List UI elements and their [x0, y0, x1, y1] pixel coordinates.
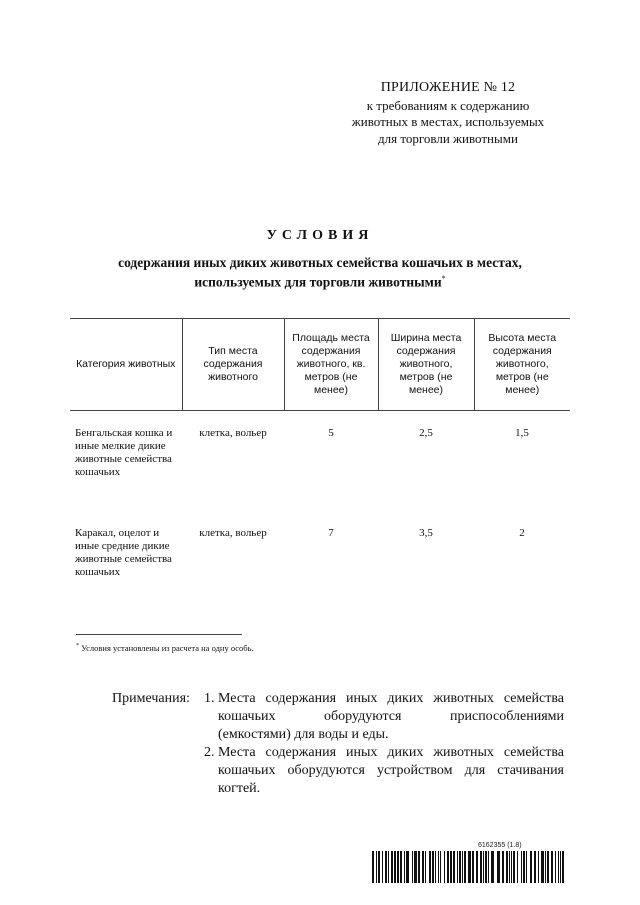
appendix-title: ПРИЛОЖЕНИЕ № 12	[380, 80, 516, 95]
barcode-bar	[468, 851, 471, 883]
barcode-bar	[562, 851, 564, 883]
barcode-bar	[397, 851, 399, 883]
barcode-bar	[422, 851, 424, 883]
barcode-bar	[517, 851, 518, 883]
barcode-bar	[457, 851, 458, 883]
footnote-divider	[76, 634, 242, 635]
table-row	[70, 411, 570, 512]
barcode-bar	[376, 851, 377, 883]
barcode-bar	[560, 851, 561, 883]
cell-height: 2	[519, 527, 525, 539]
barcode-bar	[506, 851, 508, 883]
barcode-icon	[372, 851, 568, 883]
barcode-bar	[547, 851, 549, 883]
appendix-line: к требованиям к содержанию	[366, 97, 530, 113]
barcode-bar	[435, 851, 436, 883]
barcode-bar	[438, 851, 439, 883]
barcode-bar	[388, 851, 389, 883]
barcode-bar	[485, 851, 487, 883]
cell-width: 2,5	[419, 427, 433, 439]
barcode-bar	[414, 851, 417, 883]
document-subtitle	[70, 255, 570, 291]
column-header: Ширина места содержания животного, метров (не менее)	[378, 319, 474, 411]
barcode-bar	[480, 851, 482, 883]
barcode-bar	[534, 851, 536, 883]
cell-width: 3,5	[419, 527, 433, 539]
barcode-bar	[523, 851, 525, 883]
barcode-bar	[538, 851, 539, 883]
barcode-bar	[488, 851, 489, 883]
barcode-bar	[483, 851, 484, 883]
barcode-bar	[432, 851, 434, 883]
barcode-bar	[394, 851, 396, 883]
appendix-line: животных в местах, используемых	[351, 114, 545, 129]
barcode-bar	[404, 851, 405, 883]
cell-area: 5	[328, 427, 334, 439]
cell-area: 7	[328, 527, 334, 539]
barcode-bar	[521, 851, 522, 883]
conditions-table	[70, 318, 570, 579]
document-heading	[70, 228, 570, 291]
cell-category: Бенгальская кошка и иные мелкие дикие животные семейства кошачьих	[75, 427, 173, 478]
barcode-bar	[382, 851, 383, 883]
barcode-bar	[545, 851, 546, 883]
barcode-bar	[450, 851, 452, 883]
barcode-bar	[425, 851, 426, 883]
notes	[112, 690, 564, 798]
barcode-bar	[551, 851, 553, 883]
note-number: 1.	[204, 691, 215, 706]
barcode-bar	[526, 851, 527, 883]
barcode-bar	[453, 851, 455, 883]
column-header: Площадь места содержания животного, кв. метров (не менее)	[284, 319, 378, 411]
barcode-bar	[372, 851, 374, 883]
barcode-bar	[406, 851, 409, 883]
footnote-mark: *	[441, 274, 446, 283]
barcode-bar	[459, 851, 461, 883]
cell-type: клетка, вольер	[199, 427, 267, 439]
barcode-bar	[497, 851, 500, 883]
barcode-bar	[378, 851, 380, 883]
barcode-bar	[447, 851, 449, 883]
barcode-bar	[440, 851, 441, 883]
footnote: * Условия установлены из расчета на одну особь.	[76, 643, 254, 653]
barcode-bar	[429, 851, 431, 883]
notes-label: Примечания:	[112, 691, 190, 706]
barcode-bar	[400, 851, 402, 883]
barcode-bar	[491, 851, 494, 883]
note-text: Места содержания иных диких животных семейства кошачьих оборудуются приспособлениями (емкостями) для воды и еды.	[218, 691, 564, 742]
barcode-bar	[444, 851, 445, 883]
barcode-bar	[464, 851, 466, 883]
barcode-bar	[555, 851, 556, 883]
column-header: Высота места содержания животного, метров (не менее)	[474, 319, 570, 411]
appendix-line: для торговли животными	[378, 130, 518, 146]
document-title: УСЛОВИЯ	[266, 228, 374, 243]
barcode-bar	[509, 851, 510, 883]
barcode-label: 6162355 (1.8)	[478, 842, 522, 849]
barcode-bar	[513, 851, 515, 883]
barcode-bar	[418, 851, 420, 883]
note-text: Места содержания иных диких животных семейства кошачьих оборудуются устройством для стачивания когтей.	[218, 745, 564, 796]
subtitle-line: содержания иных диких животных семейства кошачьих в местах,	[118, 255, 522, 270]
appendix-header	[328, 80, 568, 147]
barcode-bar	[502, 851, 504, 883]
column-header: Категория животных	[70, 319, 182, 411]
cell-category: Каракал, оцелот и иные средние дикие животные семейства кошачьих	[75, 527, 172, 578]
note-item	[112, 744, 564, 798]
table-row	[70, 511, 570, 579]
barcode-bar	[462, 851, 463, 883]
note-item	[112, 690, 564, 744]
subtitle-line: используемых для торговли животными*	[194, 274, 446, 290]
barcode-bar	[558, 851, 559, 883]
cell-height: 1,5	[515, 427, 529, 439]
cell-type: клетка, вольер	[199, 527, 267, 539]
note-number: 2.	[204, 745, 215, 760]
barcode-bar	[511, 851, 512, 883]
barcode-bar	[472, 851, 474, 883]
barcode-bar	[476, 851, 478, 883]
barcode-bar	[385, 851, 387, 883]
column-header: Тип места содержания животного	[182, 319, 284, 411]
barcode-bar	[541, 851, 544, 883]
barcode-bar	[391, 851, 393, 883]
barcode-bar	[412, 851, 413, 883]
barcode-bar	[530, 851, 532, 883]
